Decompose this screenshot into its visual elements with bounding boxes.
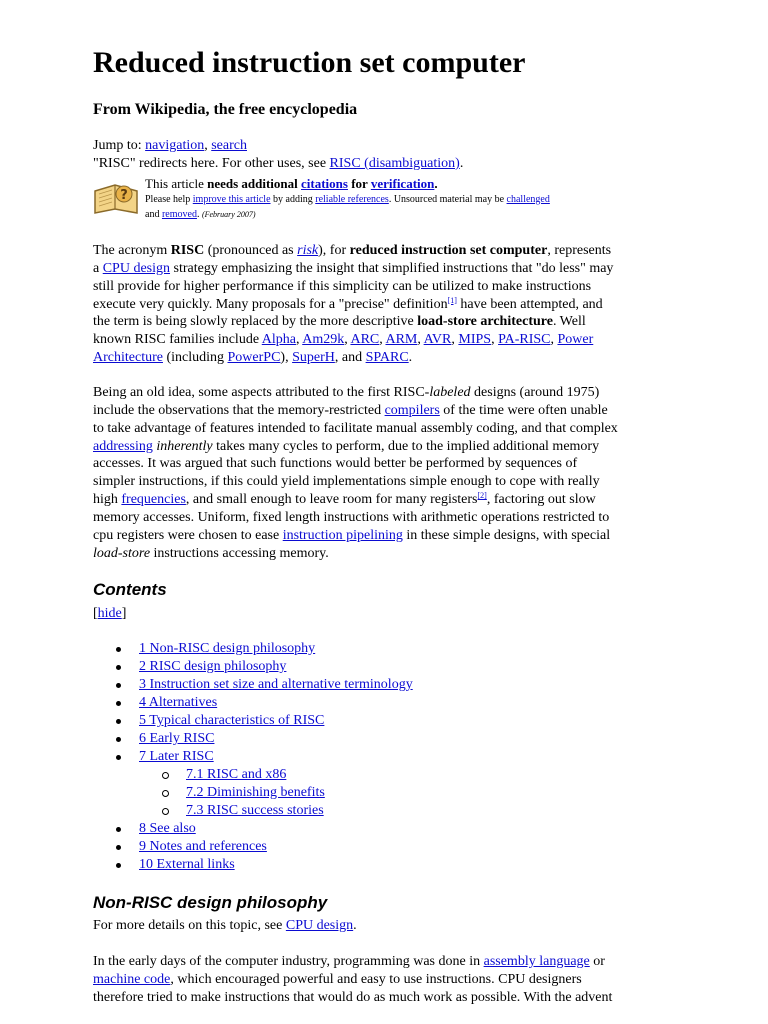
text: cpu registers were chosen to ease xyxy=(93,527,283,543)
toc-item xyxy=(93,748,413,766)
power-architecture-link-cont[interactable]: Architecture xyxy=(93,350,163,366)
text: ), xyxy=(280,350,293,366)
sep: , xyxy=(295,332,303,348)
text: In the early days of the computer industry, programming was done in xyxy=(93,954,484,969)
toc-link[interactable]: 6 Early RISC xyxy=(139,731,215,746)
toc-subitem xyxy=(93,766,413,784)
text: instructions accessing memory. xyxy=(150,545,329,561)
notice-text: This article xyxy=(145,176,208,191)
cpu-design-link[interactable]: CPU design xyxy=(102,260,171,276)
power-architecture-link[interactable]: Power xyxy=(557,332,594,348)
notice-line-2 xyxy=(145,194,550,205)
powerpc-link[interactable]: PowerPC xyxy=(227,350,281,366)
bullet-icon xyxy=(116,719,121,724)
notice-line-3 xyxy=(145,209,256,220)
jump-prefix: Jump to: xyxy=(93,138,146,153)
bullet-icon xyxy=(116,647,121,652)
details-note xyxy=(93,918,357,934)
intro-paragraph xyxy=(93,242,665,367)
text: designs (around 1975) xyxy=(470,385,600,400)
text: execute very quickly. Many proposals for a "precise" definition xyxy=(93,296,448,312)
toc-item xyxy=(93,856,413,874)
alpha-link[interactable]: Alpha xyxy=(261,332,296,348)
hollow-bullet-icon xyxy=(162,808,169,815)
toc-link[interactable]: 8 See also xyxy=(139,821,196,836)
non-risc-paragraph xyxy=(93,953,665,1007)
text: (including xyxy=(162,350,228,366)
svg-text:?: ? xyxy=(120,188,128,203)
text: , which encouraged powerful and easy to use instructions. CPU designers xyxy=(170,971,582,987)
improve-article-link[interactable]: improve this article xyxy=(192,194,271,205)
avr-link[interactable]: AVR xyxy=(423,332,452,348)
toc-item xyxy=(93,640,413,658)
text: Being an old idea, some aspects attributed to the first RISC- xyxy=(93,385,430,400)
notice-and-text: and xyxy=(145,209,162,220)
text-bold: reduced instruction set computer xyxy=(349,243,548,258)
text: have been attempted, and xyxy=(456,296,603,312)
text: in these simple designs, with special xyxy=(402,527,611,543)
page-title: Reduced instruction set computer xyxy=(93,46,526,79)
toc-link[interactable]: 7.2 Diminishing benefits xyxy=(186,785,325,800)
text-italic: labeled xyxy=(429,385,471,400)
text: , represents xyxy=(547,243,612,258)
text: a xyxy=(93,260,103,276)
text: known RISC families include xyxy=(93,332,262,348)
removed-link[interactable]: removed xyxy=(161,209,197,220)
toc-link[interactable]: 10 External links xyxy=(139,857,235,872)
text: , factoring out slow xyxy=(486,492,596,508)
text-italic: inherently xyxy=(156,438,213,454)
sep: , xyxy=(550,332,558,348)
mips-link[interactable]: MIPS xyxy=(458,332,492,348)
machine-code-link[interactable]: machine code xyxy=(93,971,171,987)
text-row: therefore tried to make instructions that would do as much work as possible. With the advent xyxy=(93,989,613,1005)
arm-link[interactable]: ARM xyxy=(385,332,418,348)
notice-unsourced-text: . Unsourced material may be xyxy=(388,194,507,205)
text: high xyxy=(93,492,122,508)
table-of-contents xyxy=(93,640,413,874)
am29k-link[interactable]: Am29k xyxy=(302,332,345,348)
notice-adding-text: by adding xyxy=(270,194,316,205)
ref-2-link[interactable]: [2] xyxy=(477,491,487,501)
bullet-icon xyxy=(116,827,121,832)
compilers-link[interactable]: compilers xyxy=(384,402,440,418)
bullet-icon xyxy=(116,683,121,688)
toc-link[interactable]: 3 Instruction set size and alternative terminology xyxy=(139,677,413,692)
notice-date: (February 2007) xyxy=(201,210,256,219)
bullet-icon xyxy=(116,701,121,706)
text-row: still provide for higher performance if this simplicity can be utilized to make instructions xyxy=(93,278,592,294)
instruction-pipelining-link[interactable]: instruction pipelining xyxy=(282,527,403,543)
text: or xyxy=(589,954,605,969)
toc-item xyxy=(93,820,413,838)
contents-heading: Contents xyxy=(93,580,167,599)
sparc-link[interactable]: SPARC xyxy=(365,350,409,366)
text: ), for xyxy=(318,243,350,258)
text: . Well xyxy=(552,314,586,330)
text: takes many cycles to perform, due to the implied additional memory xyxy=(212,438,600,454)
redirect-prefix: "RISC" redirects here. For other uses, see xyxy=(93,156,330,171)
superh-link[interactable]: SuperH xyxy=(292,350,335,366)
sep: , xyxy=(451,332,459,348)
text-row: to take advantage of features intended to facilitate manual assembly coding, and that complex xyxy=(93,420,618,436)
toc-item xyxy=(93,712,413,730)
reliable-references-link[interactable]: reliable references xyxy=(315,194,389,205)
toc-item xyxy=(93,658,413,676)
bracket: [ xyxy=(93,606,98,621)
jump-separator: , xyxy=(204,138,212,153)
sep: , xyxy=(344,332,351,348)
notice-line-1 xyxy=(145,176,438,192)
toc-link[interactable]: 4 Alternatives xyxy=(139,695,218,710)
toc-link[interactable]: 9 Notes and references xyxy=(139,839,267,854)
toc-link[interactable]: 7.1 RISC and x86 xyxy=(186,767,287,782)
toc-item xyxy=(93,694,413,712)
toc-item xyxy=(93,838,413,856)
arc-link[interactable]: ARC xyxy=(350,332,380,348)
hide-link[interactable]: hide xyxy=(97,606,122,621)
toc-link[interactable]: 1 Non-RISC design philosophy xyxy=(139,641,316,656)
bracket: ] xyxy=(121,606,127,621)
frequencies-link[interactable]: frequencies xyxy=(121,492,186,508)
text: strategy emphasizing the insight that simplified instructions that "do less" may xyxy=(170,260,614,276)
bullet-icon xyxy=(116,737,121,742)
addressing-link[interactable]: addressing xyxy=(93,438,153,454)
navigation-link[interactable]: navigation xyxy=(145,138,205,153)
text: . xyxy=(408,350,413,366)
toc-subitem xyxy=(93,802,413,820)
text-row: simpler instructions, if this could yield implementations simple enough to cope with really xyxy=(93,474,600,490)
sep: , xyxy=(417,332,424,348)
tagline: From Wikipedia, the free encyclopedia xyxy=(93,101,358,118)
toc-subitem xyxy=(93,784,413,802)
challenged-link[interactable]: challenged xyxy=(506,194,550,205)
text: the term is being slowly replaced by the more descriptive xyxy=(93,314,418,330)
bullet-icon xyxy=(116,845,121,850)
search-link[interactable]: search xyxy=(211,138,247,153)
notice-help-text: Please help xyxy=(145,194,193,205)
redirect-suffix: . xyxy=(459,156,464,171)
notice-bold: needs additional xyxy=(207,176,302,191)
hollow-bullet-icon xyxy=(162,772,169,779)
pa-risc-link[interactable]: PA-RISC xyxy=(498,332,551,348)
text-row: memory accesses. Uniform, fixed length instructions with arithmetic operations restricted to xyxy=(93,509,610,525)
notice-bold-for: for xyxy=(347,176,371,191)
history-paragraph xyxy=(93,384,665,562)
text-bold: load-store architecture xyxy=(417,314,553,330)
cpu-design-details-link[interactable]: CPU design xyxy=(285,918,354,933)
assembly-language-link[interactable]: assembly language xyxy=(483,954,590,969)
bullet-icon xyxy=(116,755,121,760)
citation-notice xyxy=(93,176,673,226)
notice-period: . xyxy=(434,176,438,191)
sep: , xyxy=(379,332,386,348)
text: , and small enough to leave room for many registers xyxy=(185,492,478,508)
toc-link[interactable]: 2 RISC design philosophy xyxy=(139,659,287,674)
text-row: accesses. It was argued that such functions would better be performed by sequences of xyxy=(93,456,578,472)
text: The acronym xyxy=(93,243,171,258)
jump-to-line xyxy=(93,138,247,154)
hollow-bullet-icon xyxy=(162,790,169,797)
verification-link[interactable]: verification xyxy=(370,176,435,191)
disambiguation-link[interactable]: RISC (disambiguation) xyxy=(329,156,460,171)
risk-pronunciation-link[interactable]: risk xyxy=(297,243,319,258)
toc-link[interactable]: 7.3 RISC success stories xyxy=(186,803,324,818)
text: (pronounced as xyxy=(204,243,298,258)
text-bold: RISC xyxy=(170,243,205,258)
text: of the time were often unable xyxy=(439,402,608,418)
toc-hide-toggle xyxy=(93,606,126,622)
text-italic: load-store xyxy=(93,545,151,561)
text: include the observations that the memory-restricted xyxy=(93,402,385,418)
sep: , xyxy=(491,332,499,348)
notice-period-2: . xyxy=(196,209,202,220)
text: For more details on this topic, see xyxy=(93,918,286,933)
toc-item xyxy=(93,730,413,748)
book-question-icon xyxy=(93,181,139,217)
bullet-icon xyxy=(116,665,121,670)
citations-link[interactable]: citations xyxy=(301,176,348,191)
redirect-note xyxy=(93,156,463,172)
text: , and xyxy=(334,350,366,366)
section-heading-non-risc: Non-RISC design philosophy xyxy=(93,893,328,912)
bullet-icon xyxy=(116,863,121,868)
text: . xyxy=(353,918,357,933)
ref-1-link[interactable]: [1] xyxy=(447,295,457,305)
toc-link[interactable]: 5 Typical characteristics of RISC xyxy=(139,713,325,728)
toc-link[interactable]: 7 Later RISC xyxy=(139,749,214,764)
toc-item xyxy=(93,676,413,694)
